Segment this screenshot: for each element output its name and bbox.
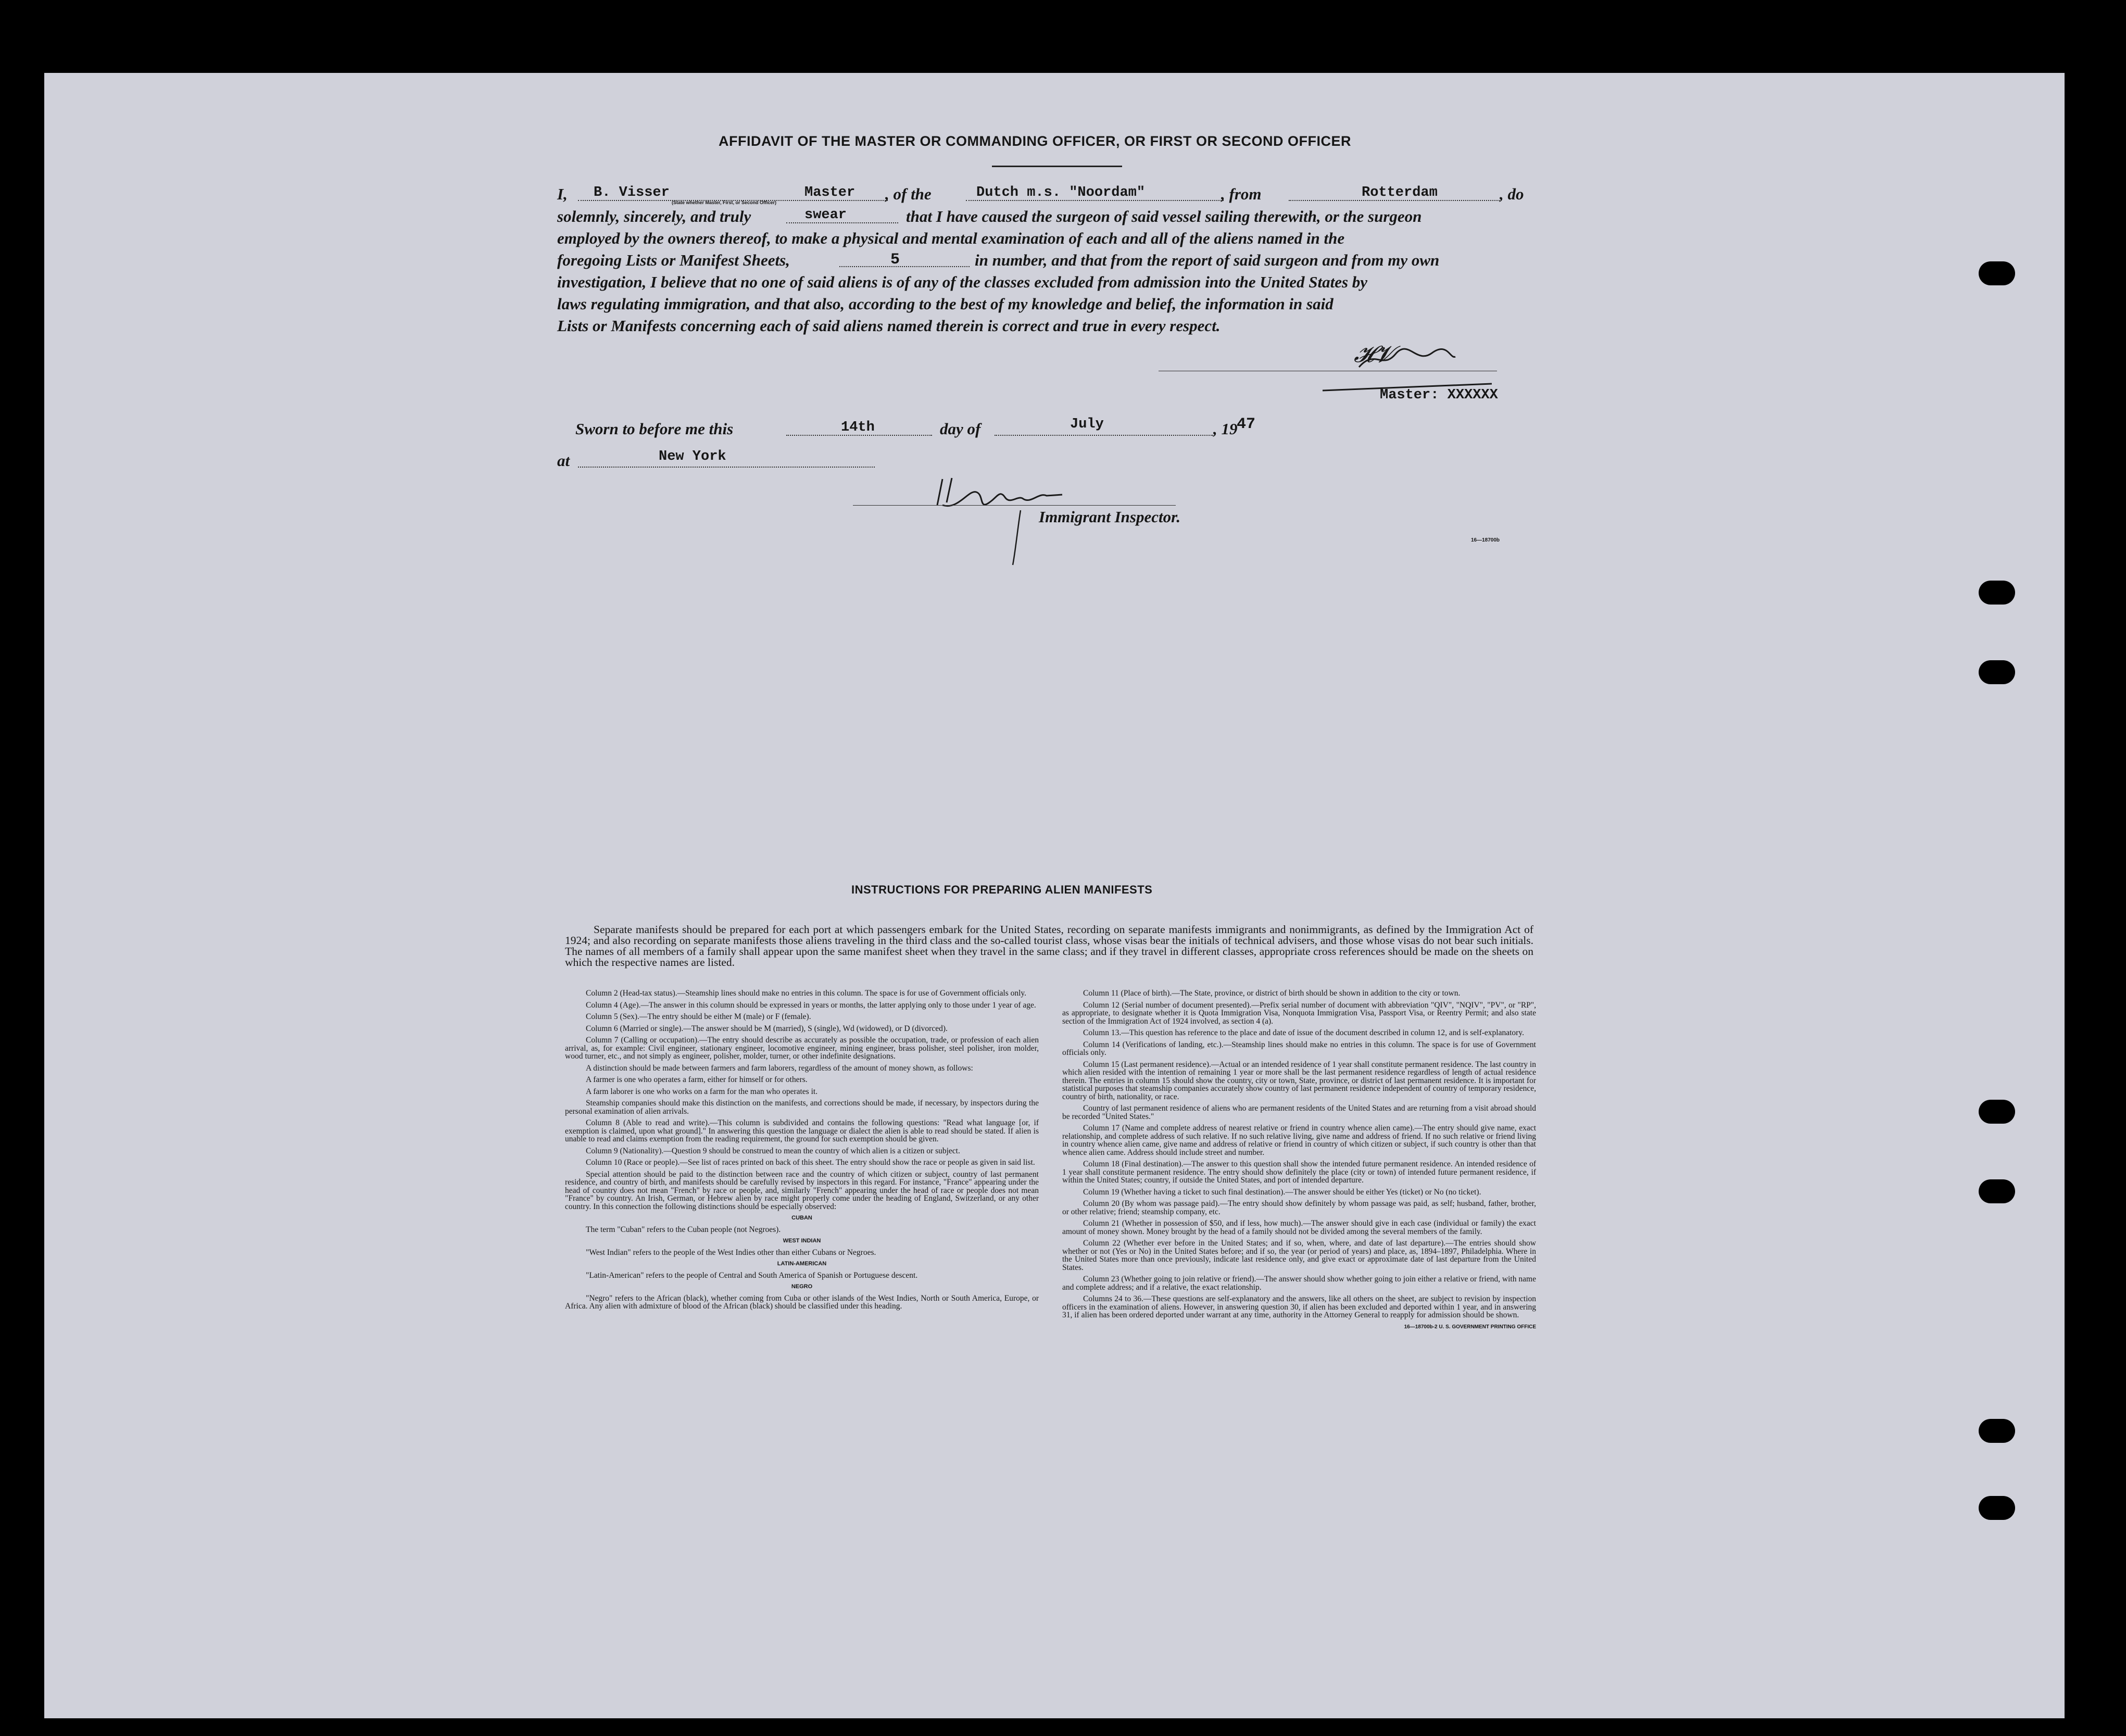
punch-hole xyxy=(1979,261,2015,285)
instructions-right-column: Column 11 (Place of birth).—The State, province, or district of birth should be shown in addition to the city or town. Column 12 (Serial number of document presented).—Prefix serial number of document with abbreviation "QIV", "NQIV", "PV", or "RP", as appropriate, to designate whether it is Quota Immigration Visa, Nonquota Immigration Visa, Passport Visa, or Reentry Permit; and also state section of the Immigration Act of 1924 involved, as section 4 (a). Column 13.—This question has reference to the place and date of issue of the document described in column 12, and is self-explanatory. Column 14 (Verifications of landing, etc.).—Steamship lines should make no entries in this column. The space is for use of Government officials only. Column 15 (Last permanent residence).—Actual or an intended residence of 1 year shall constitute permanent residence. The last country in which alien resided with the intention of remaining 1 year or more shall be the last permanent residence regardless of length of actual residence therein. The entries in column 15 should show the country, city or town, State, province, or district of last permanent residence. It is important for statistical purposes that steamship companies accurately show country of last permanent residence independent of country of temporary residence, country of birth, nationality, or race. Country of last permanent residence of aliens who are permanent residents of the United States and are returning from a visit abroad should be recorded "United States." Column 17 (Name and complete address of nearest relative or friend in country whence alien came).—The entry should give name, exact relationship, and complete address of such relative. If no such relative living, give name and address of friend. If no such relative or friend living in country whence alien came, give name and address of relative or friend in country of which citizen or subject, if such country is other than that whence alien came. Address should include street and number. Column 18 (Final destination).—The answer to this question shall show the intended future permanent residence. An intended residence of 1 year shall constitute permanent residence. The entry should show definitely the place (city or town) of intended future permanent residence, if within the United States; country, if outside the United States, and port of intended departure. Column 19 (Whether having a ticket to such final destination).—The answer should be either Yes (ticket) or No (no ticket). Column 20 (By whom was passage paid).—The entry should show definitely by whom passage was paid, as self; husband, father, brother, or other relative; friend; steamship company, etc. Column 21 (Whether in possession of $50, and if less, how much).—The answer should give in each case (individual or family) the exact amount of money shown. Money brought by the head of a family should not be divided among the several members of the family. Column 22 (Whether ever before in the United States; and if so, when, where, and date of last departure).—The entries should show whether or not (Yes or No) in the United States before; and if so, the year (or period of years) and place, as, 1894–1897, Philadelphia. Where in the United States more than once previously, indicate last residence only, and give exact or approximate date of last departure from the United States. Column 23 (Whether going to join relative or friend).—The answer should show whether going to join either a relative or friend, with name and complete address; and if a relative, the exact relationship. Columns 24 to 36.—These questions are self-explanatory and the answers, like all others on the sheet, are subject to revision by inspection officers in the examination of aliens. However, in answering question 30, if alien has been excluded and deported within 1 year, and in answering 31, if alien has been ordered deported under warrant at any time, authority in the Attorney General to reapply for admission should be shown. 16—18700b-2 U. S. GOVERNMENT PRINTING OFFICE xyxy=(1062,989,1536,1331)
inspector-label: Immigrant Inspector. xyxy=(1039,508,1181,526)
punch-hole xyxy=(1979,1419,2015,1443)
instructions-intro: Separate manifests should be prepared for each port at which passengers embark for the United States, recording on separate manifests immigrants and nonimmigrants, as defined by the Immigration Act of 1924; and also recording on separate manifests those aliens traveling in the third class and the so-called tourist class, whose visas bear the initials of technical advisers, and those whose visas do not bear such initials. The names of all members of a family shall appear upon the same manifest sheet when they travel in the same class; and if they travel in different classes, appropriate cross references should be made on the sheets on which the respective names are listed. xyxy=(565,923,1533,968)
sworn-place: New York xyxy=(659,449,726,464)
heading-cuban: CUBAN xyxy=(791,1215,812,1221)
vessel-name: Dutch m.s. "Noordam" xyxy=(976,185,1146,200)
printing-office-footer: 16—18700b-2 U. S. GOVERNMENT PRINTING OFFICE xyxy=(1404,1324,1536,1330)
heading-latin-american: LATIN-AMERICAN xyxy=(777,1261,827,1267)
title-rule xyxy=(992,166,1122,167)
sworn-year: 47 xyxy=(1237,416,1256,433)
heading-negro: NEGRO xyxy=(791,1284,813,1290)
sworn-month: July xyxy=(1070,417,1104,432)
punch-hole xyxy=(1979,1496,2015,1520)
officer-name: B. Visser xyxy=(594,185,670,200)
affidavit-title: AFFIDAVIT OF THE MASTER OR COMMANDING OFFICER, OR FIRST OR SECOND OFFICER xyxy=(719,133,1351,149)
master-signature: 𝓗𝓥 xyxy=(1354,341,1394,368)
punch-hole xyxy=(1979,581,2015,605)
master-title: Master: XXXXXX xyxy=(1380,387,1498,403)
sworn-day: 14th xyxy=(841,420,875,435)
instructions-left-column: Column 2 (Head-tax status).—Steamship lines should make no entries in this column. The space is for use of Government officials only. Column 4 (Age).—The answer in this column should be expressed in years or months, the latter applying only to those under 1 year of age. Column 5 (Sex).—The entry should be either M (male) or F (female). Column 6 (Married or single).—The answer should be M (married), S (single), Wd (widowed), or D (divorced). Column 7 (Calling or occupation).—The entry should describe as accurately as possible the occupation, trade, or profession of each alien arrival, as, for example: Civil engineer, stationary engineer, locomotive engineer, mining engineer, brass polisher, steel polisher, iron molder, wood turner, etc., and not simply as engineer, polisher, molder, turner, or other indefinite designations. A distinction should be made between farmers and farm laborers, regardless of the amount of money shown, as follows: A farmer is one who operates a farm, either for himself or for others. A farm laborer is one who works on a farm for the man who operates it. Steamship companies should make this distinction on the manifests, and corrections should be made, if necessary, by inspectors during the personal examination of alien arrivals. Column 8 (Able to read and write).—This column is subdivided and contains the following questions: "Read what language [or, if exemption is claimed, upon what ground]." In answering this question the language or dialect the alien is able to read should be stated. If alien is unable to read and claims exemption from the reading requirement, the ground for such exemption should be given. Column 9 (Nationality).—Question 9 should be construed to mean the country of which alien is a citizen or subject. Column 10 (Race or people).—See list of races printed on back of this sheet. The entry should show the race or people as given in said list. Special attention should be paid to the distinction between race and the country of which citizen or subject, country of last permanent residence, and country of birth, and manifests should be carefully revised by inspectors in this regard. For instance, "France" appearing under the head of country does not mean "French" by race or people, and, similarly "French" appearing under the head of race or people does not mean "France" by country. An Irish, German, or Hebrew alien by race might properly come under the heading of England, Switzerland, or any other country. In this connection the following distinctions should be especially observed: CUBAN The term "Cuban" refers to the Cuban people (not Negroes). WEST INDIAN "West Indian" refers to the people of the West Indies other than either Cubans or Negroes. LATIN-AMERICAN "Latin-American" refers to the people of Central and South America of Spanish or Portuguese descent. NEGRO "Negro" refers to the African (black), whether coming from Cuba or other islands of the West Indies, North or South America, Europe, or Africa. Any alien with admixture of blood of the African (black) should be classified under this heading. xyxy=(565,989,1039,1311)
form-number: 16—18700b xyxy=(1471,537,1500,543)
heading-west-indian: WEST INDIAN xyxy=(783,1238,821,1244)
sheet-count: 5 xyxy=(890,251,900,269)
instructions-title: INSTRUCTIONS FOR PREPARING ALIEN MANIFESTS xyxy=(851,883,1153,896)
rank-note: (State whether Master, First, or Second Officer) xyxy=(672,200,777,205)
master-signature-stroke xyxy=(1354,344,1458,375)
departure-port: Rotterdam xyxy=(1362,185,1438,200)
oath-word: swear xyxy=(804,207,847,223)
punch-hole xyxy=(1979,660,2015,684)
officer-rank: Master xyxy=(804,185,856,200)
punch-hole xyxy=(1979,1100,2015,1124)
punch-hole xyxy=(1979,1179,2015,1203)
